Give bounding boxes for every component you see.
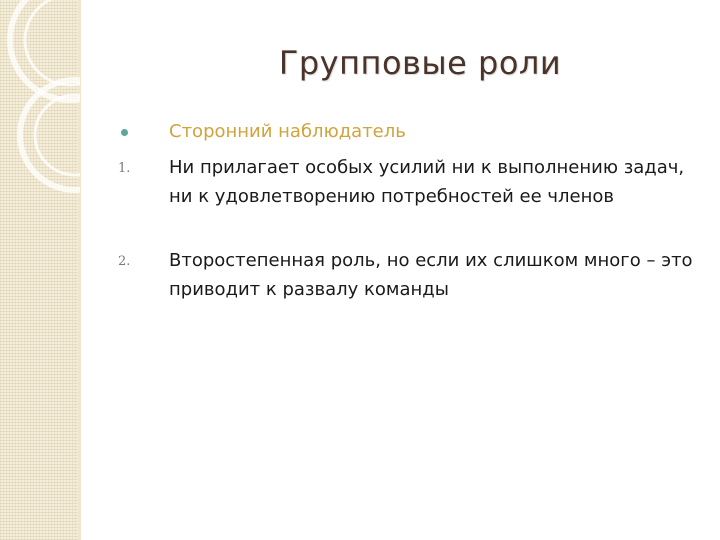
list-item-number: 2. bbox=[118, 254, 131, 269]
list-item-number: 1. bbox=[118, 161, 131, 176]
list-item-text: Второстепенная роль, но если их слишком много – это приводит к развалу команды bbox=[169, 250, 693, 300]
bullet-dot-icon bbox=[121, 129, 128, 136]
list-item-text: Сторонний наблюдатель bbox=[169, 121, 406, 142]
list-item-text: Ни прилагает особых усилий ни к выполнению задач, ни к удовлетворению потребностей ее членов bbox=[169, 157, 685, 207]
slide-title: Групповые роли bbox=[278, 44, 562, 82]
